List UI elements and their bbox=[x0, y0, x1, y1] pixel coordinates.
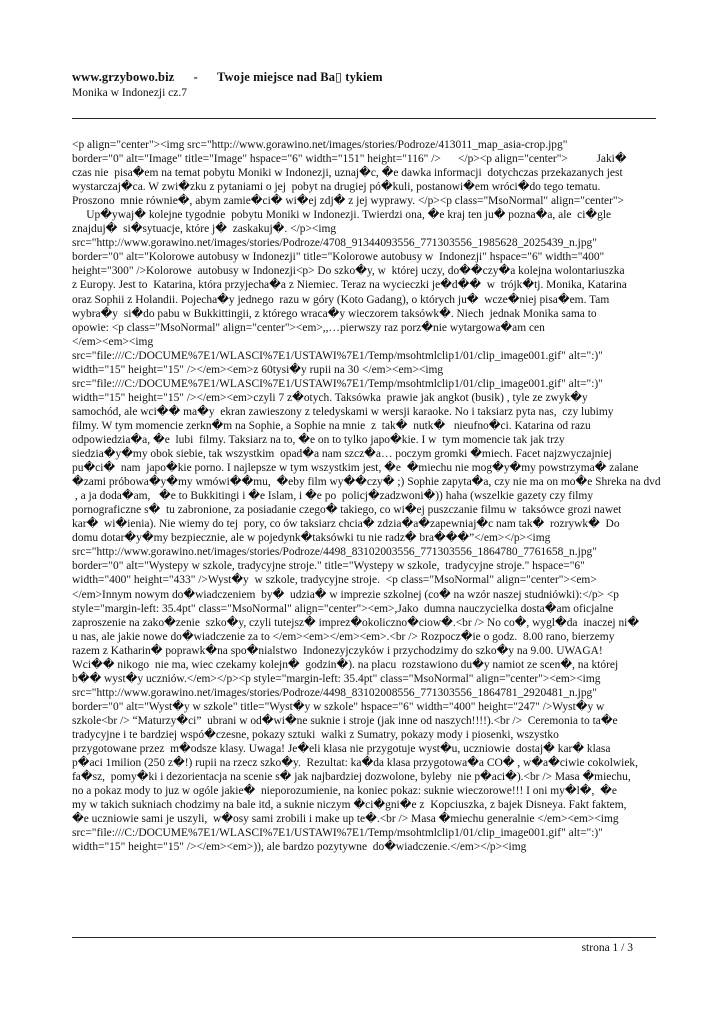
body-line: siedzia�y�my obok siebie, tak wszystkim opad�a nam szcz�a… poczym gromki �miech. Facet najzwyczajniej bbox=[72, 448, 612, 461]
body-line: razem z Katharin� poprawk�na spo�nialstwo Indonezyjczyków i przychodzimy do szko�y na 9.00. UWAGA! bbox=[72, 644, 603, 657]
body-line: wybra�y si�do pabu w Bukkittingii, z którego wraca�y wieczorem taksówk�. Niech jednak Monika sama to bbox=[72, 307, 597, 320]
body-line: zaproszenie na zako�zenie szko�y, czyli tutejsz� imprez�okoliczno�ciow�.<br /> No co�, wygl�da inaczej ni� bbox=[72, 616, 640, 629]
body-line: filmy. W tym momencie zerkn�m na Sophie, a Sophie na mnie z tak� nutk� nieufno�ci. Katarina od razu bbox=[72, 419, 591, 432]
body-line: src="http://www.gorawino.net/images/stories/Podroze/4708_91344093556_771303556_1985628_2025439_n.jpg" bbox=[72, 237, 597, 250]
body-line: src="http://www.gorawino.net/images/stories/Podroze/4498_83102003556_771303556_1864780_7761658_n.jpg" bbox=[72, 546, 597, 559]
body-line: width="15" height="15" /></em><em>czyli 7 z�otych. Taksówka prawie jak angkot (busik) , tyle ze zwyk�y bbox=[72, 391, 588, 404]
body-line: </em>Innym nowym do�wiadczeniem by� udzia� w imprezie szkolnej (co� na wzór naszej studniówki):</p> <p bbox=[72, 588, 620, 601]
body-line: oraz Sophii z Holandii. Pojecha�y jednego razu w góry (Koto Gadang), o których ju� wcze�niej pisa�em. Tam bbox=[72, 293, 610, 306]
body-line: pornograficzne s� tu zabronione, za posiadanie czego� takiego, co wi�ej puszczanie filmu w taksówce grozi nawet bbox=[72, 504, 622, 517]
body-line: odpowiedzia�a, �e lubi filmy. Taksiarz na to, �e on to tylko japo�kie. I w tym momencie tak jak trzy bbox=[72, 433, 565, 446]
document-header-subtitle: Monika w Indonezji cz.7 bbox=[72, 87, 187, 99]
body-line: tradycyjne i te bardziej wspó�czesne, pokazy sztuki walki z Sumatry, pokazy mody i piosenki, wszystko bbox=[72, 728, 559, 741]
body-line: pu�ci� nam japo�kie porno. I najlepsze w tym wszystkim jest, �e �miechu nie mog�y�my powstrzyma� zalane bbox=[72, 462, 639, 475]
body-line: no a pokaz mody to juz w ogóle jakie� nieporozumienie, na koniec pokaz: suknie wieczorowe!!! I oni my�l�, �e bbox=[72, 785, 617, 798]
body-line: src="file:///C:/DOCUME%7E1/WLASCI%7E1/USTAWI%7E1/Temp/msohtmlclip1/01/clip_image001.gif" alt=":)" bbox=[72, 349, 603, 362]
body-line: Proszono mnie równie�, abym zamie�ci� wi�ej zdj� z jej wyprawy. </p><p class="MsoNormal" align="center"> bbox=[72, 195, 624, 208]
footer-divider bbox=[72, 937, 656, 938]
body-line: Wci�� nikogo nie ma, wiec czekamy kolejn� godzin�). na placu rozstawiono du�y namiot ze scen�, na której bbox=[72, 658, 619, 671]
body-line: czas nie pisa�em na temat pobytu Moniki w Indonezji, uznaj�c, �e dawka informacji dotychczas przekazanych jest bbox=[72, 167, 623, 180]
body-line: u nas, ale jakie nowe do�wiadczenie za to </em><em></em><em>.<br /> Rozpocz�ie o godz. 8.00 rano, bierzemy bbox=[72, 630, 615, 643]
body-line: znajduj� si�sytuacje, które j� zaskakuj�. </p><img bbox=[72, 223, 337, 236]
article-body bbox=[72, 138, 664, 928]
body-line: szkole<br /> “Maturzy�ci” ubrani w od�wi�ne suknie i stroje (jak inne od naszych!!!!).<br /> Ceremonia to ta�e bbox=[72, 714, 618, 727]
body-line: border="0" alt="Wystepy w szkole, tradycyjne stroje." title="Wystepy w szkole, tradycyjne stroje." hspace="6" bbox=[72, 560, 585, 573]
body-line: samochód, ale wci�� ma�y ekran zawieszony z teledyskami w wersji karaoke. No i taksiarz pyta nas, czy lubimy bbox=[72, 405, 614, 418]
body-line: border="0" alt="Kolorowe autobusy w Indonezji" title="Kolorowe autobusy w Indonezji" hspace="6" width="400" bbox=[72, 251, 605, 264]
body-line: �zami próbowa�y�my wmówi��mu, �eby film wy��czy� ;) Sophie zapyta�a, czy nie ma on mo�e Shreka na dvd bbox=[72, 476, 661, 489]
body-line: p�aci 1milion (250 z�!) rupii na rzecz szko�y. Rezultat: ka�da klasa przygotowa�a CO� , w�a�ciwie cokolwiek, bbox=[72, 757, 638, 770]
body-line: , a ja doda�am, �e to Bukkitingi i �e Islam, i �e po policj�zadzwoni�)) haha (wszelkie gazety czy filmy bbox=[72, 490, 594, 503]
body-line: z Europy. Jest to Katarina, która przyjecha�a z Niemiec. Teraz na wycieczki je�d�� w trójk�tj. Monika, Katarina bbox=[72, 279, 627, 292]
body-line: fa�sz, pomy�ki i dezorientacja na scenie s� jak najbardziej dozwolone, byleby nie p�aci�).<br /> Masa �miechu, bbox=[72, 771, 631, 784]
body-line: domu dotar�y�my bezpiecznie, ale w pojedynk�taksówki tu nie radz� bra���”</em></p><img bbox=[72, 532, 551, 545]
body-line: my w takich sukniach chodzimy na bale itd, a suknie niczym �ci�gni�e z Kopciuszka, z bajek Disneya. Fakt faktem, bbox=[72, 799, 627, 812]
body-line: border="0" alt="Wyst�y w szkole" title="Wyst�y w szkole" hspace="6" width="400" height="247" />Wyst�y w bbox=[72, 700, 605, 713]
body-line: wystarczaj�ca. W zwi�zku z pytaniami o jej pobyt na drugiej pó�kuli, postanowi�em wróci�do tego tematu. bbox=[72, 181, 601, 194]
page-number: strona 1 / 3 bbox=[581, 942, 633, 954]
body-line: width="15" height="15" /></em><em>z 60tysi�y rupii na 30 </em><em><img bbox=[72, 363, 444, 376]
body-line: width="15" height="15" /></em><em>)), ale bardzo pozytywne do�wiadczenie.</em></p><img bbox=[72, 841, 527, 854]
body-line: height="300" />Kolorowe autobusy w Indonezji<p> Do szko�y, w której uczy, do��czy�a kolejna wolontariuszka bbox=[72, 265, 625, 278]
body-line: border="0" alt="Image" title="Image" hspace="6" width="151" height="116" /> </p><p align="center"> Jaki� bbox=[72, 153, 627, 166]
body-line: �e uczniowie sami je uszyli, w�osy sami zrobili i make up te�.<br /> Masa �miechu generalnie </em><em><img bbox=[72, 813, 619, 826]
body-line: opowie: <p class="MsoNormal" align="center"><em>,,…pierwszy raz porz�nie wytargowa�am cen bbox=[72, 321, 545, 334]
body-line: <p align="center"><img src="http://www.gorawino.net/images/stories/Podroze/413011_map_asia-crop.jpg" bbox=[72, 139, 568, 151]
body-line: </em><em><img bbox=[72, 335, 154, 348]
body-line: width="400" height="433" />Wyst�y w szkole, tradycyjne stroje. <p class="MsoNormal" align="center"><em> bbox=[72, 574, 597, 587]
body-line: style="margin-left: 35.4pt" class="MsoNormal" align="center"><em>,Jako dumna nauczycielka dosta�am oficjalne bbox=[72, 602, 614, 615]
body-line: src="file:///C:/DOCUME%7E1/WLASCI%7E1/USTAWI%7E1/Temp/msohtmlclip1/01/clip_image001.gif" alt=":)" bbox=[72, 377, 603, 390]
body-line: Up�ywaj� kolejne tygodnie pobytu Moniki w Indonezji. Twierdzi ona, �e kraj ten ju� pozna�a, ale ci�gle bbox=[72, 209, 612, 222]
header-divider bbox=[72, 118, 656, 119]
body-line: src="http://www.gorawino.net/images/stories/Podroze/4498_83102008556_771303556_1864781_2920481_n.jpg" bbox=[72, 686, 597, 699]
body-line: przygotowane przez m�odsze klasy. Uwaga! Je�eli klasa nie przygotuje wyst�u, uczniowie dostaj� kar� klasa bbox=[72, 743, 611, 756]
body-line: b�� wyst�y uczniów.</em></p><p style="margin-left: 35.4pt" class="MsoNormal" align="center"><em><img bbox=[72, 672, 601, 685]
body-line: src="file:///C:/DOCUME%7E1/WLASCI%7E1/USTAWI%7E1/Temp/msohtmlclip1/01/clip_image001.gif" alt=":)" bbox=[72, 827, 603, 840]
body-line: kar� wi�ienia). Nie wiemy do tej pory, co ów taksiarz chcia� zdzia�a�zapewniaj�c nam tak� rozrywk� Do bbox=[72, 518, 620, 531]
document-header-title: www.grzybowo.biz - Twoje miejsce nad Ba▯ tykiem bbox=[72, 70, 383, 84]
